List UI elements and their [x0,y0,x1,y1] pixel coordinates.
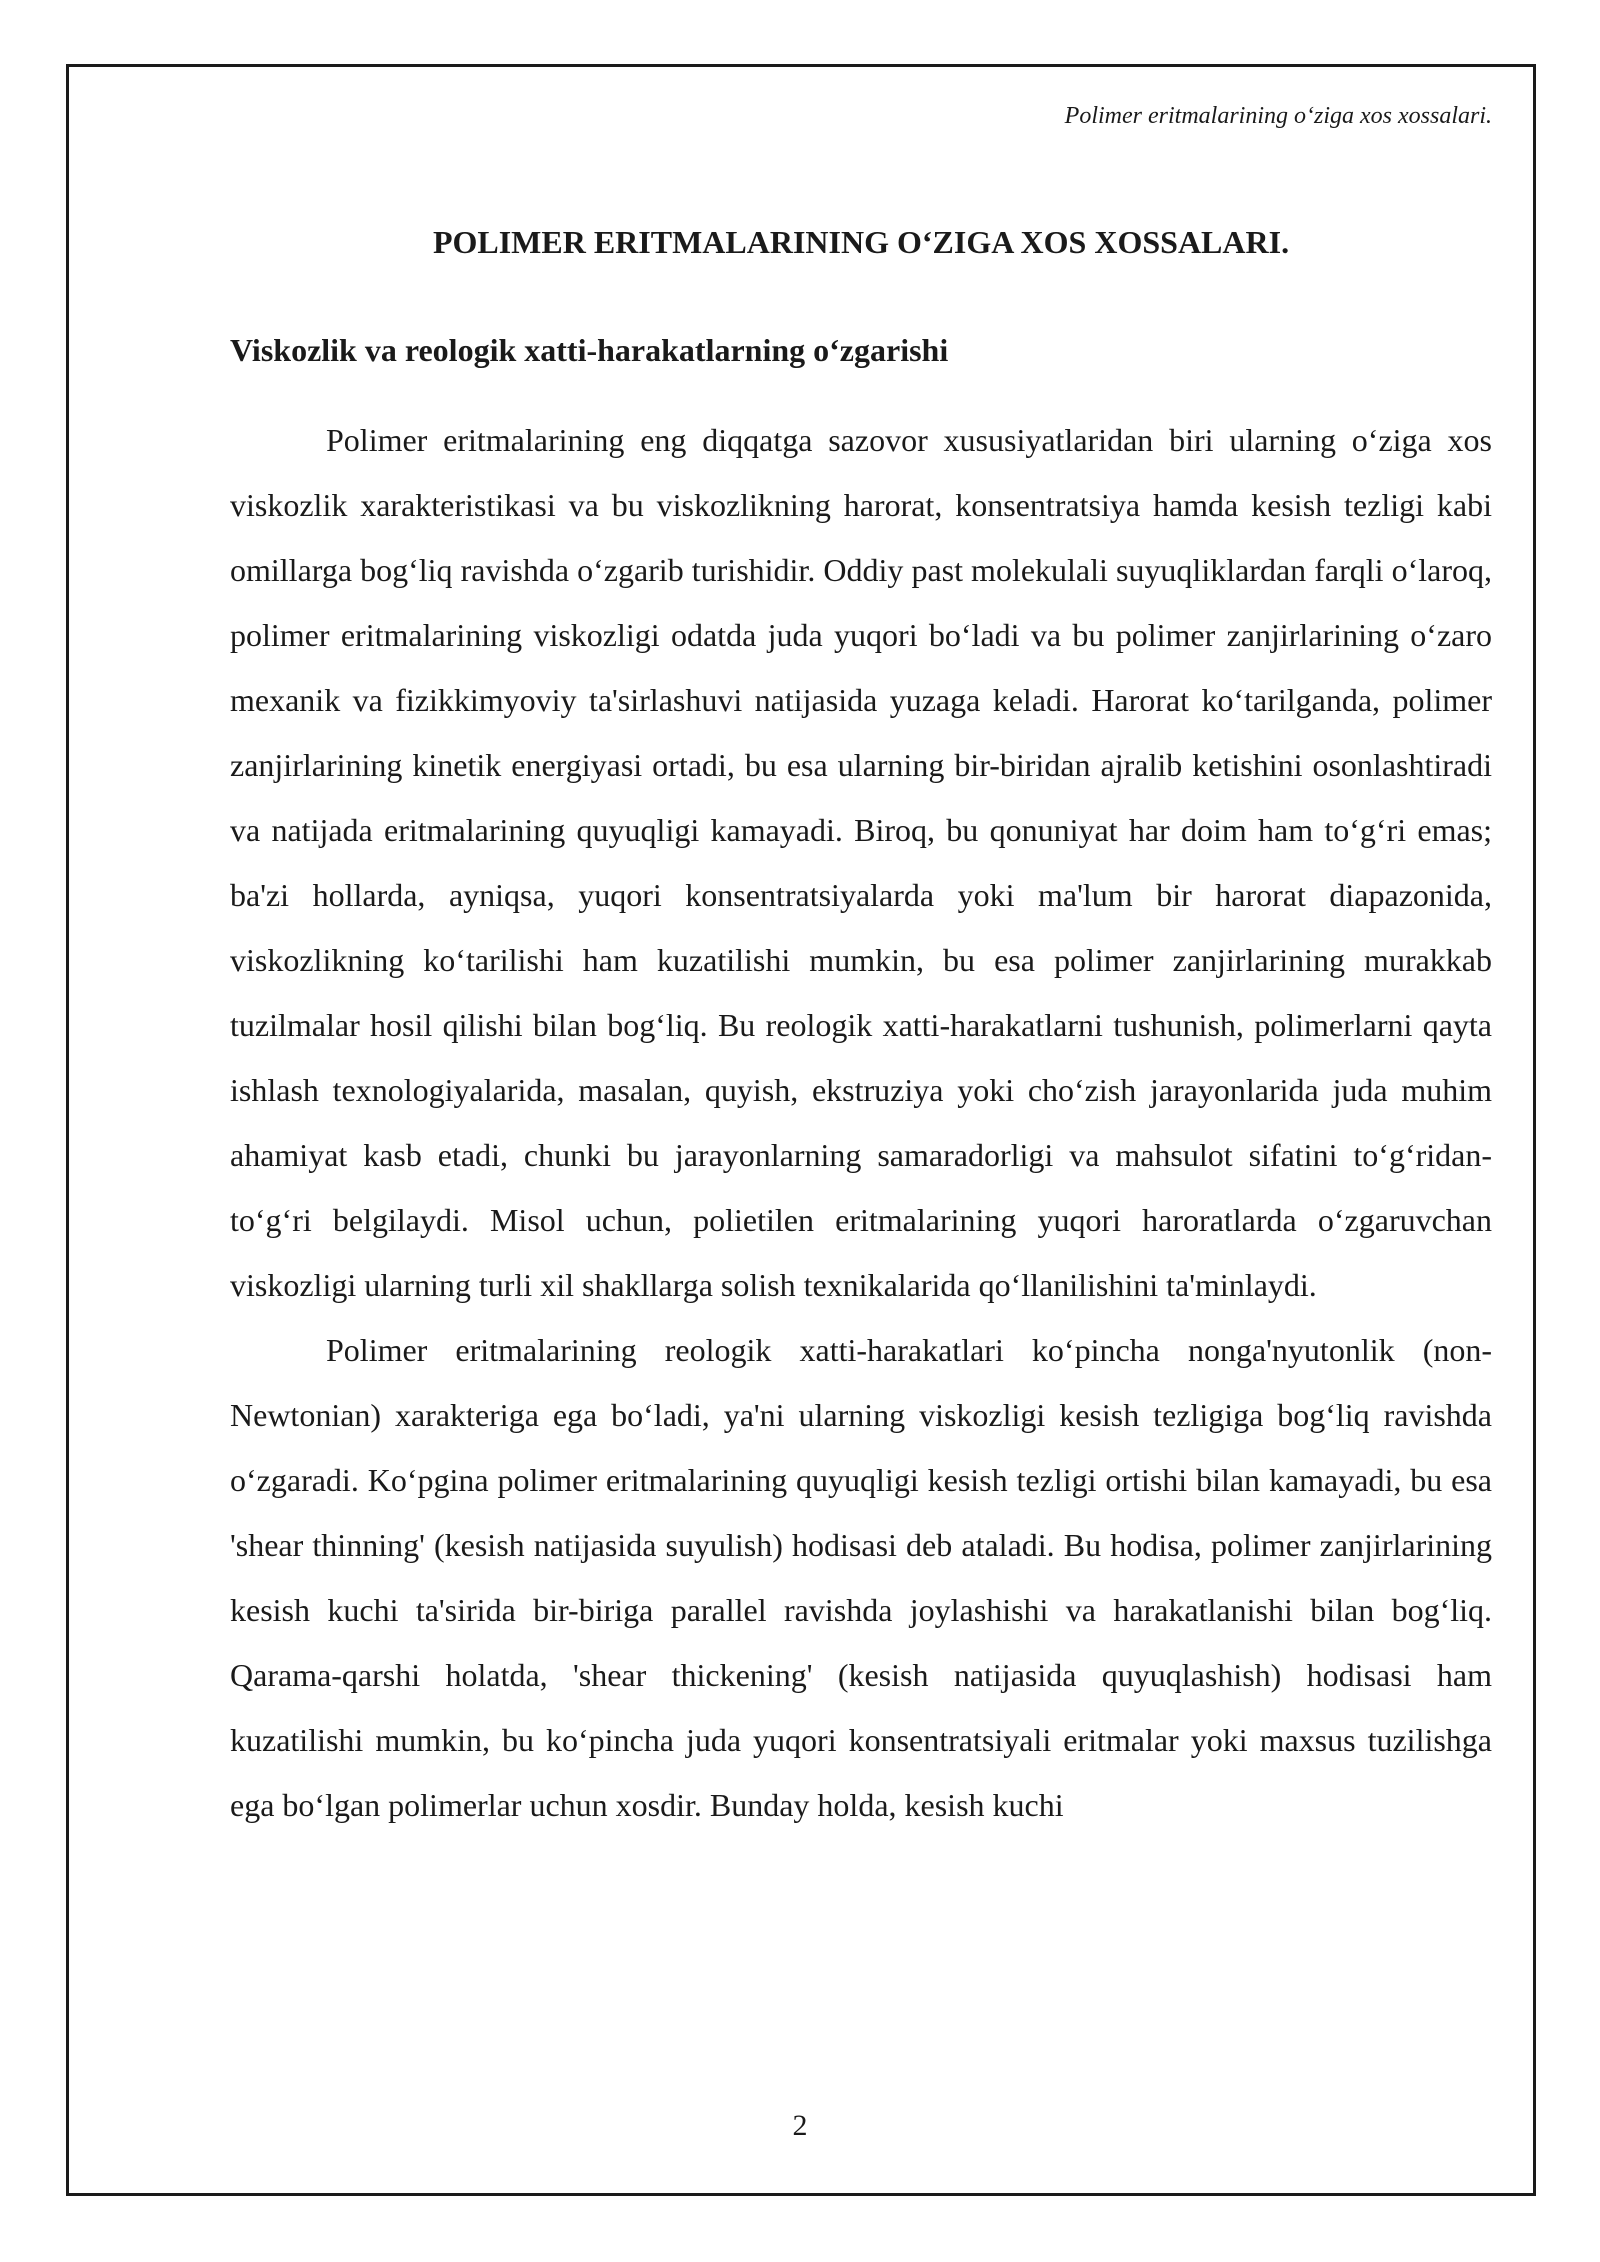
paragraph-2: Polimer eritmalarining reologik xatti-harakatlari ko‘pincha nonga'nyutonlik (non-Newtonian) xarakteriga ega bo‘ladi, ya'ni ularning viskozligi kesish tezligiga bog‘liq ravishda o‘zgaradi. Ko‘pgina polimer eritmalarining quyuqligi kesish tezligi ortishi bilan kamayadi, bu esa 'shear thinning' (kesish natijasida suyulish) hodisasi deb ataladi. Bu hodisa, polimer zanjirlarining kesish kuchi ta'sirida bir-biriga parallel ravishda joylashishi va harakatlanishi bilan bog‘liq. Qarama-qarshi holatda, 'shear thickening' (kesish natijasida quyuqlashish) hodisasi ham kuzatilishi mumkin, bu ko‘pincha juda yuqori konsentratsiyali eritmalar yoki maxsus tuzilishga ega bo‘lgan polimerlar uchun xosdir. Bunday holda, kesish kuchi [230,1332,1492,1823]
document-title: POLIMER ERITMALARINING O‘ZIGA XOS XOSSALARI. [432,224,1290,260]
page-number: 2 [792,2109,808,2142]
section-heading: Viskozlik va reologik xatti-harakatlarning o‘zgarishi [230,332,949,368]
running-header: Polimer eritmalarining o‘ziga xos xossalari. [1064,103,1492,129]
paragraph-1: Polimer eritmalarining eng diqqatga sazovor xususiyatlaridan biri ularning o‘ziga xos viskozlik xarakteristikasi va bu viskozlikning harorat, konsentratsiya hamda kesish tezligi kabi omillarga bog‘liq ravishda o‘zgarib turishidir. Oddiy past molekulali suyuqliklardan farqli o‘laroq, polimer eritmalarining viskozligi odatda juda yuqori bo‘ladi va bu polimer zanjirlarining o‘zaro mexanik va fizikkimyoviy ta'sirlashuvi natijasida yuzaga keladi. Harorat ko‘tarilganda, polimer zanjirlarining kinetik energiyasi ortadi, bu esa ularning bir-biridan ajralib ketishini osonlashtiradi va natijada eritmalarining quyuqligi kamayadi. Biroq, bu qonuniyat har doim ham to‘g‘ri emas; ba'zi hollarda, ayniqsa, yuqori konsentratsiyalarda yoki ma'lum bir harorat diapazonida, viskozlikning ko‘tarilishi ham kuzatilishi mumkin, bu esa polimer zanjirlarining murakkab tuzilmalar hosil qilishi bilan bog‘liq. Bu reologik xatti-harakatlarni tushunish, polimerlarni qayta ishlash texnologiyalarida, masalan, quyish, ekstruziya yoki cho‘zish jarayonlarida juda muhim ahamiyat kasb etadi, chunki bu jarayonlarning samaradorligi va mahsulot sifatini to‘g‘ridan-to‘g‘ri belgilaydi. Misol uchun, polietilen eritmalarining yuqori haroratlarda o‘zgaruvchan viskozligi ularning turli xil shakllarga solish texnikalarida qo‘llanilishini ta'minlaydi. [230,422,1492,1303]
body-text [230,408,1492,1838]
